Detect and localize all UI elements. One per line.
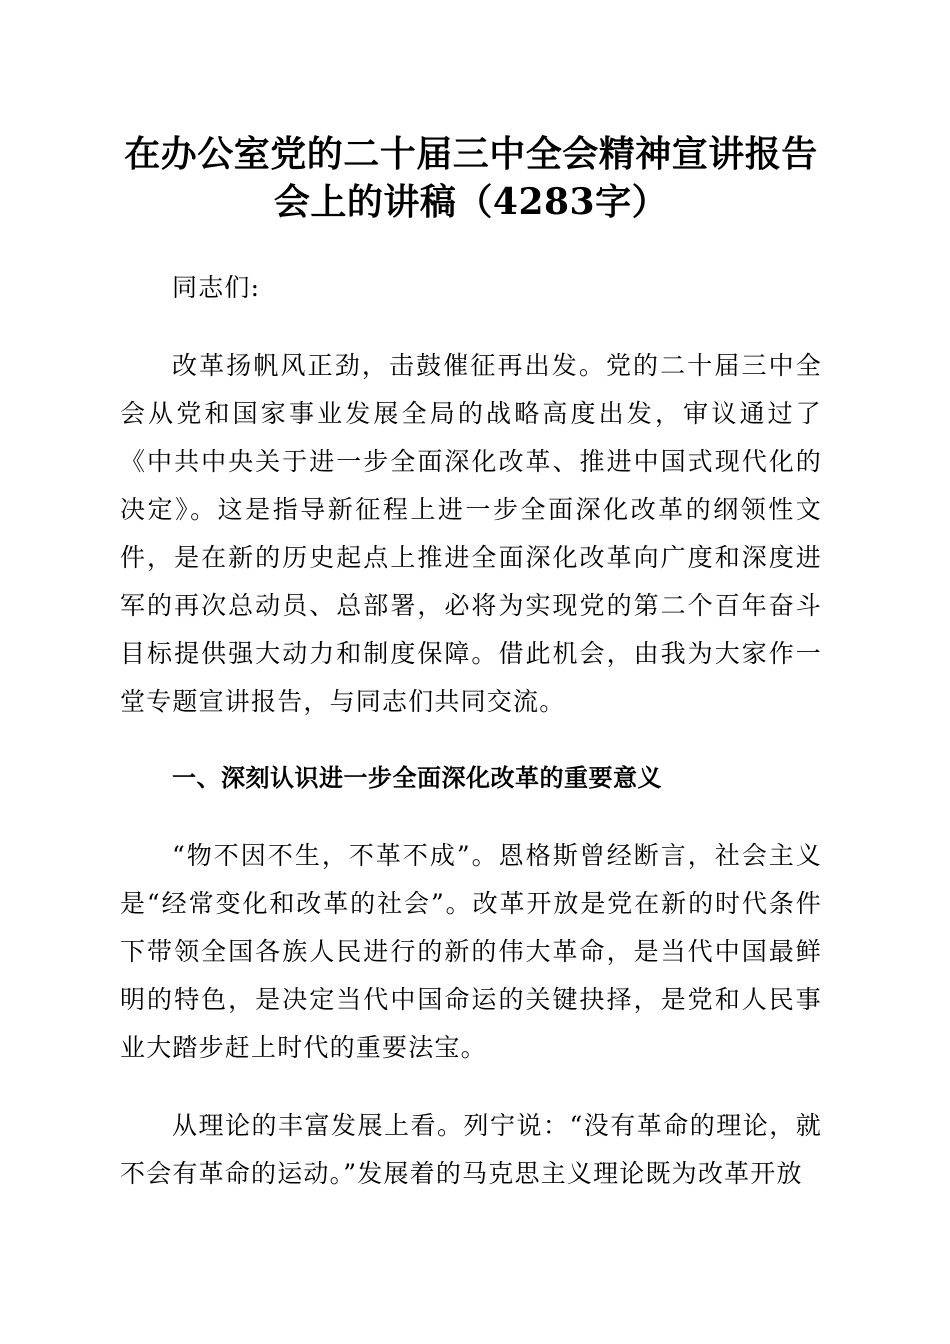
document-title: 在办公室党的二十届三中全会精神宣讲报告会上的讲稿（4283字） [124, 133, 818, 223]
section-paragraph-1: “物不因不生，不革不成”。恩格斯曾经断言，社会主义是“经常变化和改革的社会”。改革开放是党在新的时代条件下带领全国各族人民进行的新的伟大革命，是当代中国最鲜明的特色，是决定当代中国命运的关键抉择，是党和人民事业大踏步赶上时代的重要法宝。 [120, 841, 822, 1062]
section-heading: 一、深刻认识进一步全面深化改革的重要意义 [172, 764, 662, 792]
intro-paragraph: 改革扬帆风正劲，击鼓催征再出发。党的二十届三中全会从党和国家事业发展全局的战略高度出发，审议通过了《中共中央关于进一步全面深化改革、推进中国式现代化的决定》。这是指导新征程上进一步全面深化改革的纲领性文件，是在新的历史起点上推进全面深化改革向广度和深度进军的再次总动员、总部署，必将为实现党的第二个百年奋斗目标提供强大动力和制度保障。借此机会，由我为大家作一堂专题宣讲报告，与同志们共同交流。 [120, 351, 822, 716]
salutation: 同志们: [172, 273, 261, 302]
section-paragraph-2: 从理论的丰富发展上看。列宁说：“没有革命的理论，就不会有革命的运动。”发展着的马克思主义理论既为改革开放 [120, 1111, 822, 1188]
document-page [120, 130, 822, 1198]
